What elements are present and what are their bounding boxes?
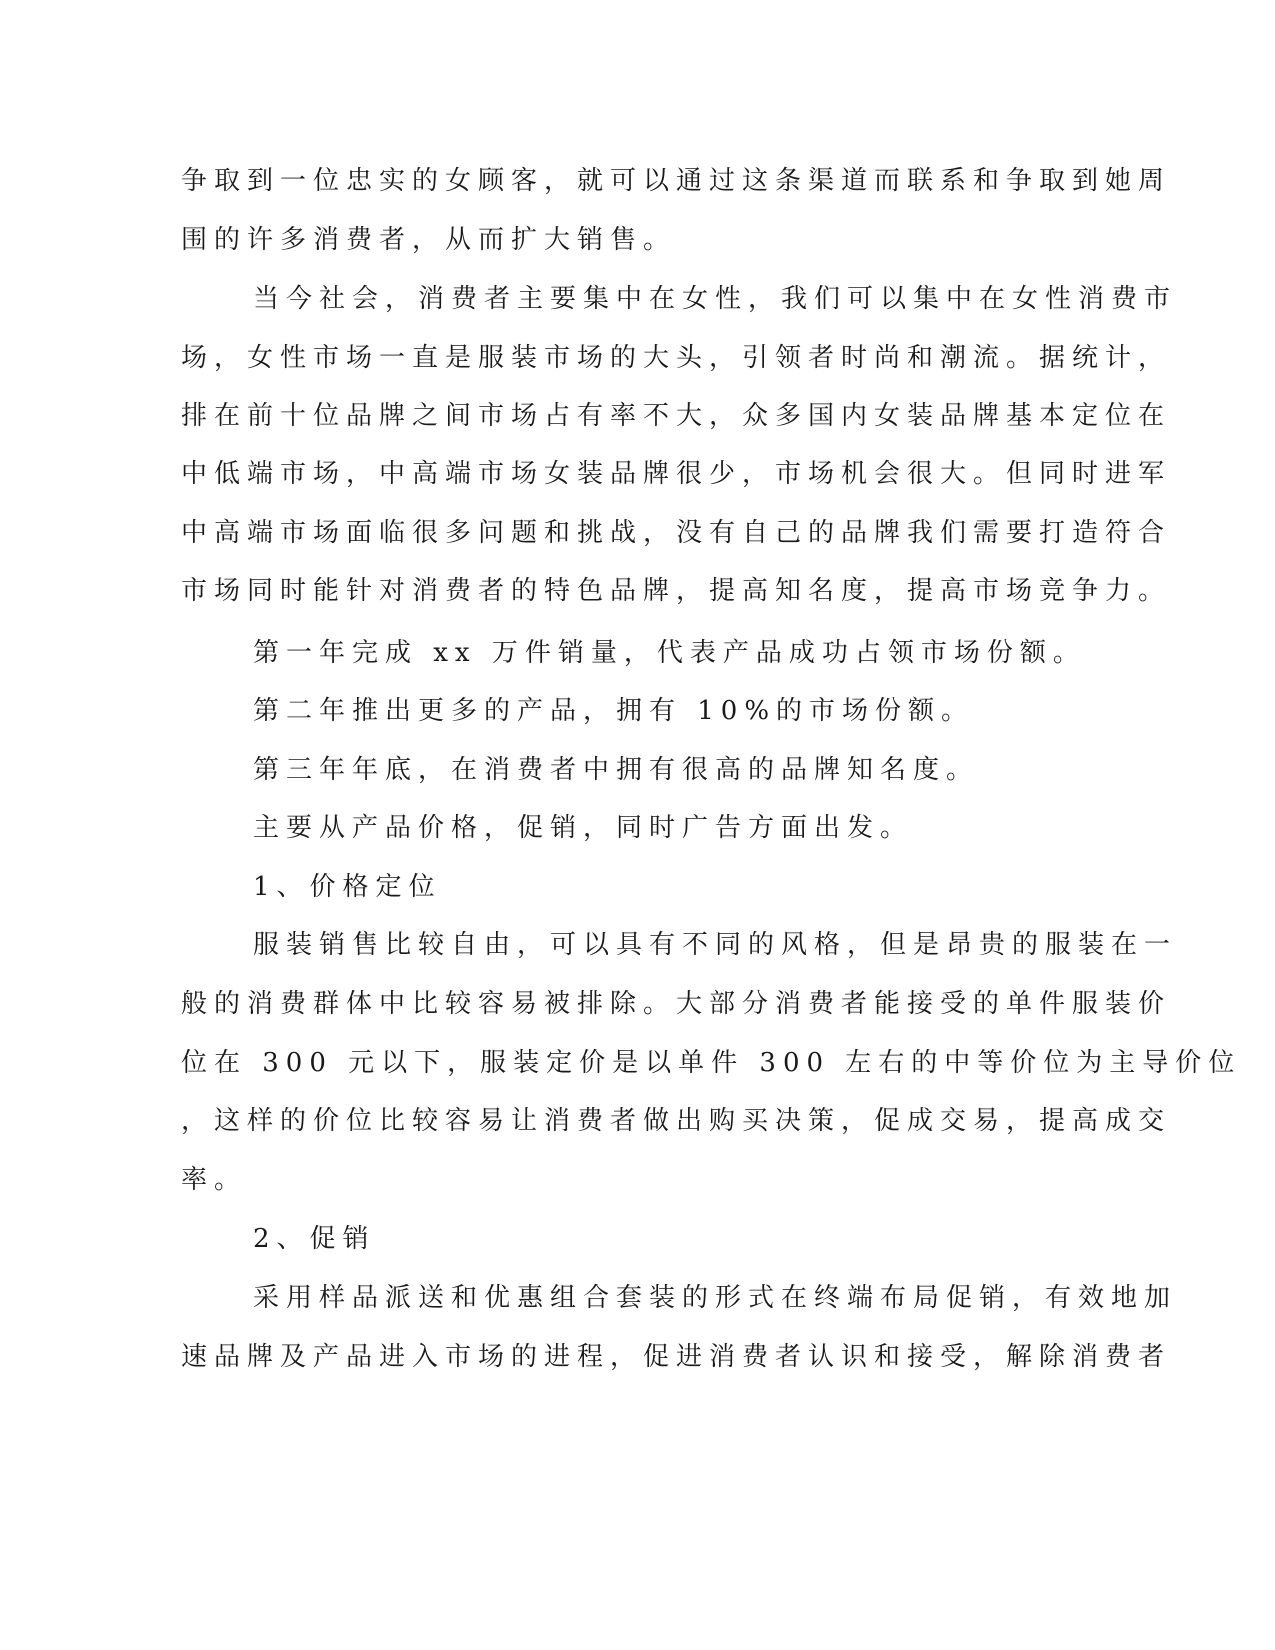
paragraph-first-line: 服装销售比较自由，可以具有不同的风格，但是昂贵的服装在一 — [253, 930, 1178, 960]
text-line: 中高端市场面临很多问题和挑战，没有自己的品牌我们需要打造符合 — [181, 518, 1172, 548]
paragraph-first-line: 采用样品派送和优惠组合套装的形式在终端布局促销，有效地加 — [253, 1283, 1178, 1313]
text-line: 位在 300 元以下，服装定价是以单件 300 左右的中等价位为主导价位 — [181, 1048, 1242, 1078]
paragraph-first-line: 第三年年底，在消费者中拥有很高的品牌知名度。 — [253, 755, 980, 785]
section-heading: 1、价格定位 — [253, 872, 442, 902]
paragraph-first-line: 当今社会，消费者主要集中在女性，我们可以集中在女性消费市 — [253, 284, 1178, 314]
text-line: ，这样的价位比较容易让消费者做出购买决策，促成交易，提高成交 — [181, 1106, 1172, 1136]
paragraph-first-line: 第一年完成 xx 万件销量，代表产品成功占领市场份额。 — [253, 638, 1086, 668]
paragraph-first-line: 主要从产品价格，促销，同时广告方面出发。 — [253, 813, 914, 843]
text-line: 场，女性市场一直是服装市场的大头，引领者时尚和潮流。据统计， — [181, 343, 1172, 373]
text-line: 速品牌及产品进入市场的进程，促进消费者认识和接受，解除消费者 — [181, 1342, 1172, 1372]
text-line: 市场同时能针对消费者的特色品牌，提高知名度，提高市场竞争力。 — [181, 576, 1172, 606]
section-heading: 2、促销 — [253, 1224, 376, 1254]
text-line: 围的许多消费者，从而扩大销售。 — [181, 225, 677, 255]
text-line: 争取到一位忠实的女顾客，就可以通过这条渠道而联系和争取到她周 — [181, 166, 1172, 196]
paragraph-first-line: 第二年推出更多的产品，拥有 10%的市场份额。 — [253, 696, 975, 726]
text-line: 般的消费群体中比较容易被排除。大部分消费者能接受的单件服装价 — [181, 989, 1172, 1019]
text-line: 中低端市场，中高端市场女装品牌很少，市场机会很大。但同时进军 — [181, 459, 1172, 489]
text-line: 率。 — [181, 1165, 248, 1195]
text-line: 排在前十位品牌之间市场占有率不大，众多国内女装品牌基本定位在 — [181, 401, 1172, 431]
